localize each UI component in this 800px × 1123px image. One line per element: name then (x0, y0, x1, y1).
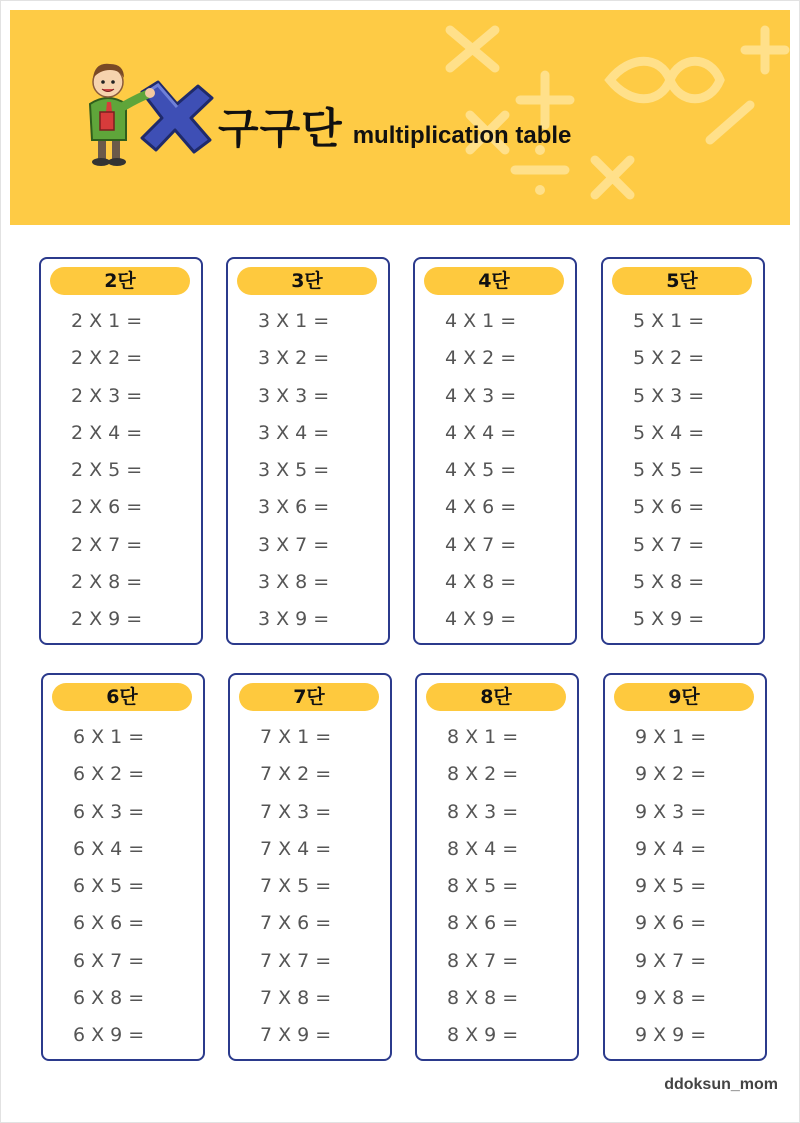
table-row: 6 X 1 = (73, 726, 145, 748)
table-row: 3 X 7 = (258, 533, 330, 556)
table-row: 2 X 4 = (71, 421, 143, 444)
table-label: 9단 (614, 683, 754, 711)
table-row: 3 X 4 = (258, 421, 330, 444)
table-row: 8 X 9 = (447, 1024, 519, 1047)
table-label: 3단 (237, 267, 377, 295)
table-label: 5단 (612, 267, 752, 295)
table-row: 2 X 7 = (71, 533, 143, 556)
table-row: 4 X 2 = (445, 347, 517, 370)
table-row: 7 X 2 = (260, 763, 332, 786)
table-row: 4 X 3 = (445, 384, 517, 407)
table-label: 8단 (426, 683, 566, 711)
table-row: 2 X 9 = (71, 608, 143, 631)
table-row: 2 X 3 = (71, 384, 143, 407)
table-card-9 (603, 673, 767, 1061)
table-row: 4 X 5 = (445, 459, 517, 482)
table-rows (447, 723, 518, 1059)
table-row: 7 X 9 = (260, 1024, 332, 1047)
table-row: 4 X 4 = (445, 421, 517, 444)
table-row: 6 X 7 = (73, 949, 145, 972)
table-rows (260, 723, 331, 1059)
table-row: 5 X 6 = (633, 496, 705, 519)
table-row: 2 X 8 = (71, 571, 143, 594)
table-row: 3 X 6 = (258, 496, 330, 519)
table-row: 3 X 2 = (258, 347, 330, 370)
table-row: 2 X 2 = (71, 347, 143, 370)
table-row: 5 X 3 = (633, 384, 705, 407)
table-rows (71, 307, 142, 643)
table-row: 3 X 5 = (258, 459, 330, 482)
table-row: 4 X 7 = (445, 533, 517, 556)
table-rows (73, 723, 144, 1059)
table-row: 7 X 1 = (260, 726, 332, 748)
title-korean: 구구단 (218, 104, 343, 153)
table-card-2 (39, 257, 203, 645)
table-row: 3 X 3 = (258, 384, 330, 407)
author-credit: ddoksun_mom (664, 1076, 778, 1093)
table-row: 5 X 2 = (633, 347, 705, 370)
table-row: 2 X 1 = (71, 310, 143, 332)
table-row: 9 X 2 = (635, 763, 707, 786)
table-row: 8 X 1 = (447, 726, 519, 748)
table-row: 6 X 6 = (73, 912, 145, 935)
table-row: 5 X 9 = (633, 608, 705, 631)
table-row: 9 X 8 = (635, 987, 707, 1010)
table-row: 8 X 6 = (447, 912, 519, 935)
table-card-7 (228, 673, 392, 1061)
table-row: 5 X 1 = (633, 310, 705, 332)
table-row: 2 X 5 = (71, 459, 143, 482)
table-row: 7 X 3 = (260, 800, 332, 823)
table-row: 8 X 8 = (447, 987, 519, 1010)
table-row: 3 X 1 = (258, 310, 330, 332)
table-row: 9 X 9 = (635, 1024, 707, 1047)
table-row: 6 X 4 = (73, 837, 145, 860)
table-rows (445, 307, 516, 643)
table-row: 9 X 5 = (635, 875, 707, 898)
table-row: 8 X 5 = (447, 875, 519, 898)
table-label: 7단 (239, 683, 379, 711)
table-row: 8 X 3 = (447, 800, 519, 823)
table-card-4 (413, 257, 577, 645)
table-row: 8 X 2 = (447, 763, 519, 786)
table-row: 9 X 3 = (635, 800, 707, 823)
table-row: 3 X 8 = (258, 571, 330, 594)
table-row: 3 X 9 = (258, 608, 330, 631)
title-english: multiplication table (352, 122, 572, 149)
table-row: 5 X 5 = (633, 459, 705, 482)
table-card-3 (226, 257, 390, 645)
table-row: 6 X 3 = (73, 800, 145, 823)
table-row: 7 X 5 = (260, 875, 332, 898)
table-row: 9 X 4 = (635, 837, 707, 860)
table-row: 7 X 8 = (260, 987, 332, 1010)
table-card-6 (41, 673, 205, 1061)
table-row: 9 X 1 = (635, 726, 707, 748)
table-row: 7 X 7 = (260, 949, 332, 972)
table-row: 9 X 6 = (635, 912, 707, 935)
table-row: 9 X 7 = (635, 949, 707, 972)
table-row: 6 X 5 = (73, 875, 145, 898)
table-rows (633, 307, 704, 643)
table-row: 6 X 9 = (73, 1024, 145, 1047)
table-row: 6 X 8 = (73, 987, 145, 1010)
table-card-8 (415, 673, 579, 1061)
table-label: 2단 (50, 267, 190, 295)
table-row: 7 X 6 = (260, 912, 332, 935)
table-row: 5 X 4 = (633, 421, 705, 444)
table-row: 4 X 8 = (445, 571, 517, 594)
table-rows (258, 307, 329, 643)
table-label: 4단 (424, 267, 564, 295)
table-rows (635, 723, 706, 1059)
table-row: 4 X 9 = (445, 608, 517, 631)
table-row: 8 X 4 = (447, 837, 519, 860)
table-row: 5 X 8 = (633, 571, 705, 594)
table-row: 6 X 2 = (73, 763, 145, 786)
table-row: 4 X 1 = (445, 310, 517, 332)
table-row: 2 X 6 = (71, 496, 143, 519)
table-row: 5 X 7 = (633, 533, 705, 556)
table-label: 6단 (52, 683, 192, 711)
table-row: 8 X 7 = (447, 949, 519, 972)
table-row: 4 X 6 = (445, 496, 517, 519)
table-row: 7 X 4 = (260, 837, 332, 860)
table-card-5 (601, 257, 765, 645)
